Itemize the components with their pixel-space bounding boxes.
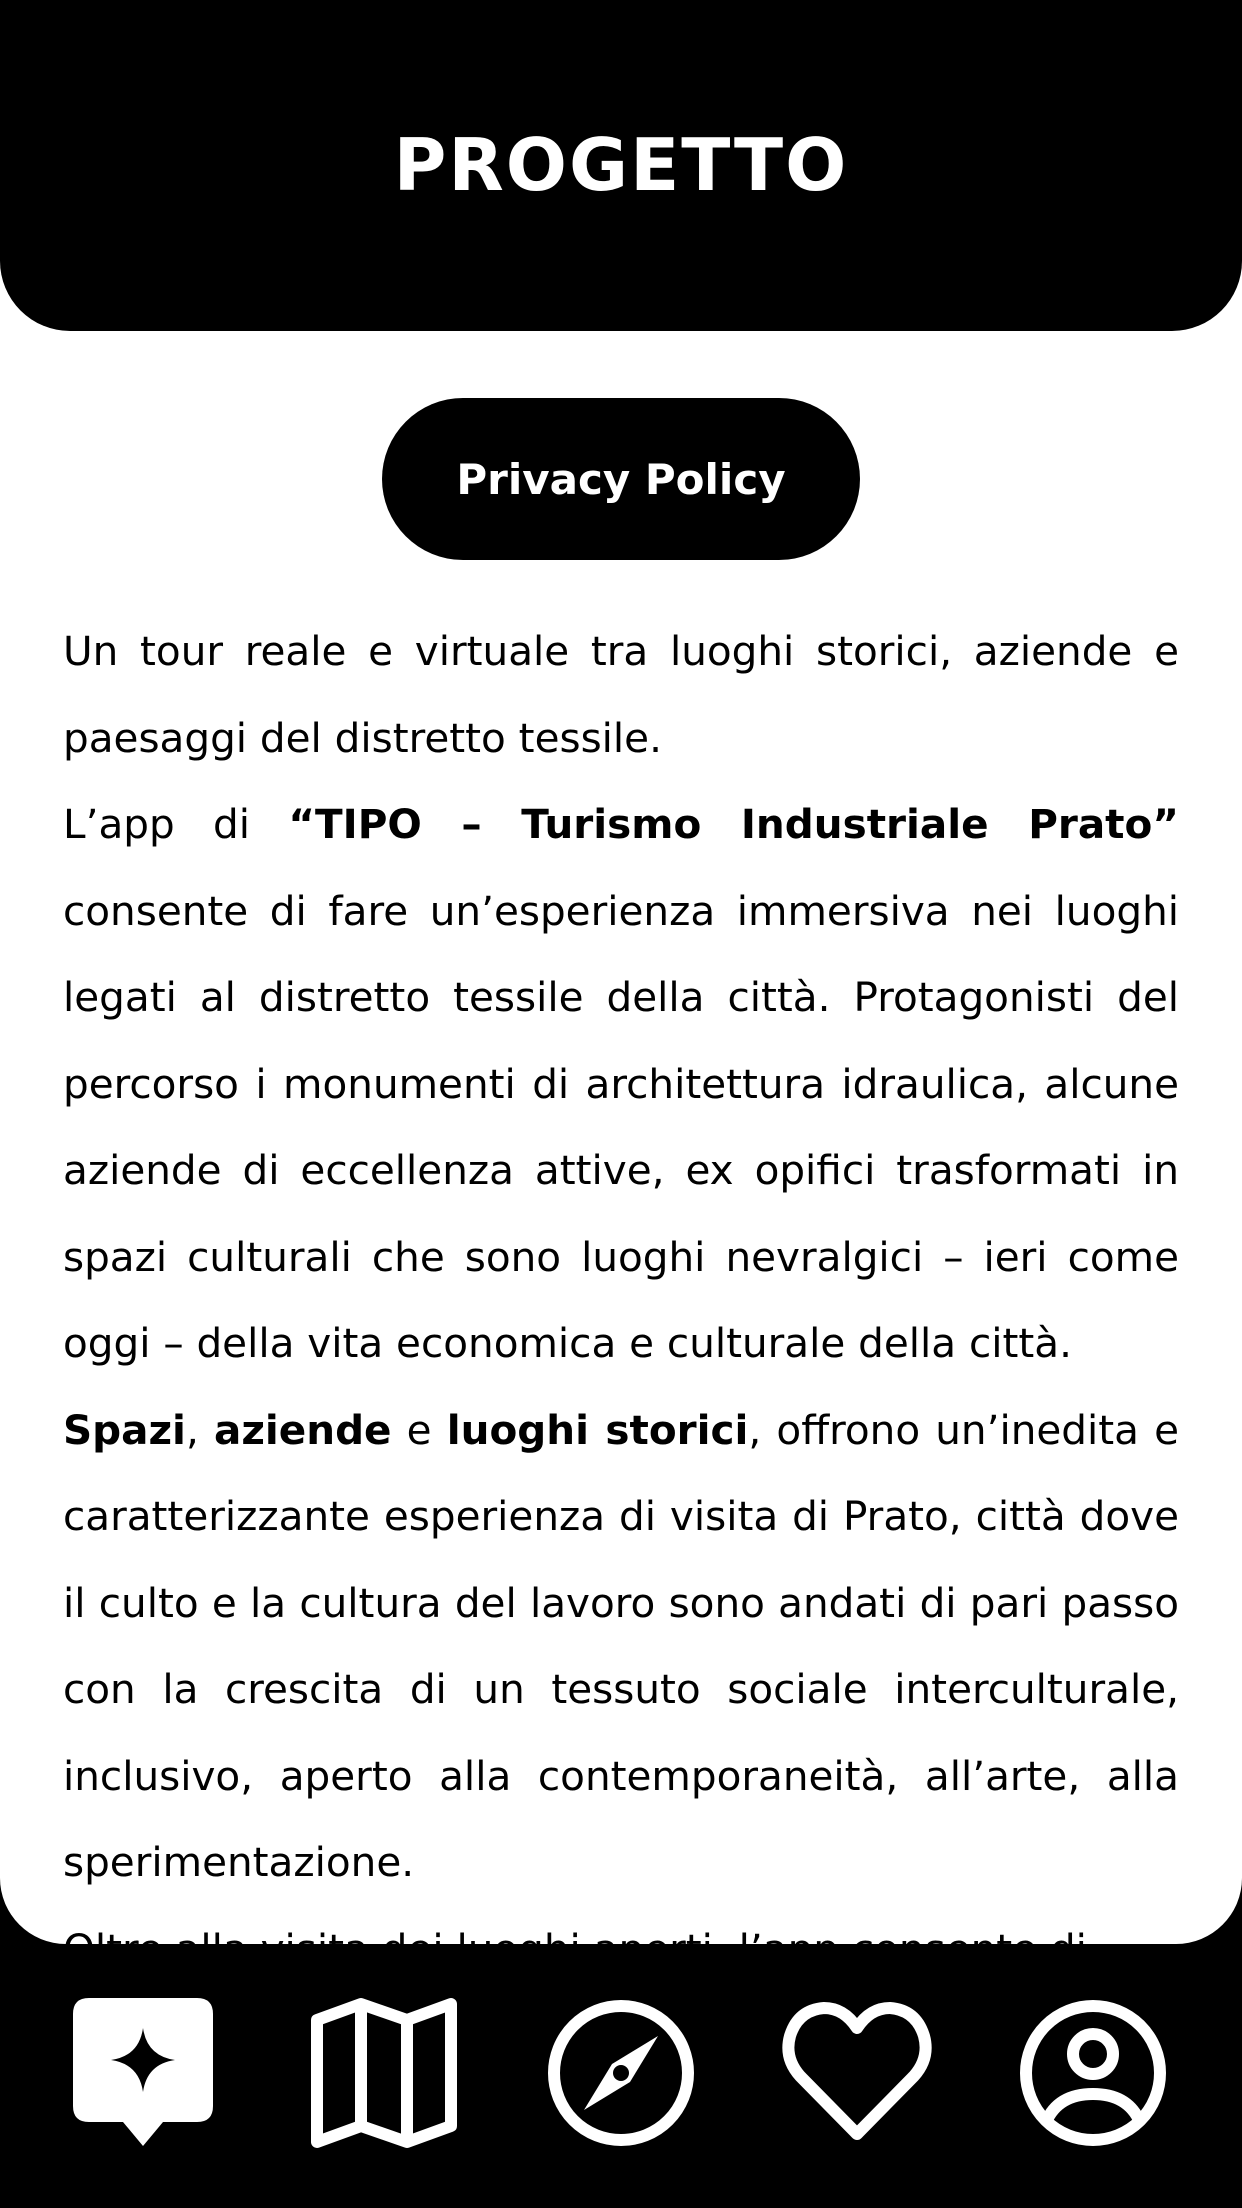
tab-favorites[interactable] [782, 1998, 932, 2148]
bold-luoghi-storici: luoghi storici [446, 1405, 749, 1454]
paragraph-places [63, 1387, 1179, 1906]
paragraph-intro: Un tour reale e virtuale tra luoghi storici, aziende e paesaggi del distretto tessile. [63, 627, 1179, 762]
text: consente di fare un’esperienza immersiva nei luoghi legati al distretto tessile della città. Protagonisti del percorso i monumenti di architettura idraulica, alcune aziende di eccellenza attive, ex opifici trasformati in spazi culturali che sono luoghi nevralgici – ieri come oggi – della vita economica e culturale della città. [63, 886, 1179, 1367]
text: L’app di [63, 800, 289, 848]
map-icon [309, 1998, 459, 2148]
text: , [185, 1405, 214, 1454]
tab-explore[interactable] [546, 1998, 696, 2148]
tab-profile[interactable] [1018, 1998, 1168, 2148]
tab-map[interactable] [309, 1998, 459, 2148]
header [0, 0, 1242, 331]
sparkle-chat-icon [73, 1998, 223, 2148]
bold-aziende: aziende [213, 1405, 392, 1454]
bold-spazi: Spazi [63, 1405, 186, 1454]
user-profile-icon [1018, 1998, 1168, 2148]
heart-icon [782, 1998, 932, 2148]
privacy-policy-button[interactable]: Privacy Policy [382, 398, 860, 560]
tab-project[interactable] [73, 1998, 223, 2148]
text: e [391, 1405, 447, 1454]
project-description [63, 608, 1179, 1992]
app-name-bold: “TIPO – Turismo Industriale Prato” [288, 800, 1179, 848]
compass-icon [546, 1998, 696, 2148]
paragraph-app [63, 781, 1179, 1387]
page-title: PROGETTO [393, 122, 849, 207]
text: , offrono un’inedita e caratterizzante esperienza di visita di Prato, città dove il culto e la cultura del lavoro sono andati di pari passo con la crescita di un tessuto sociale interculturale, inclusivo, aperto alla contemporaneità, all’arte, alla sperimentazione. [63, 1405, 1180, 1886]
